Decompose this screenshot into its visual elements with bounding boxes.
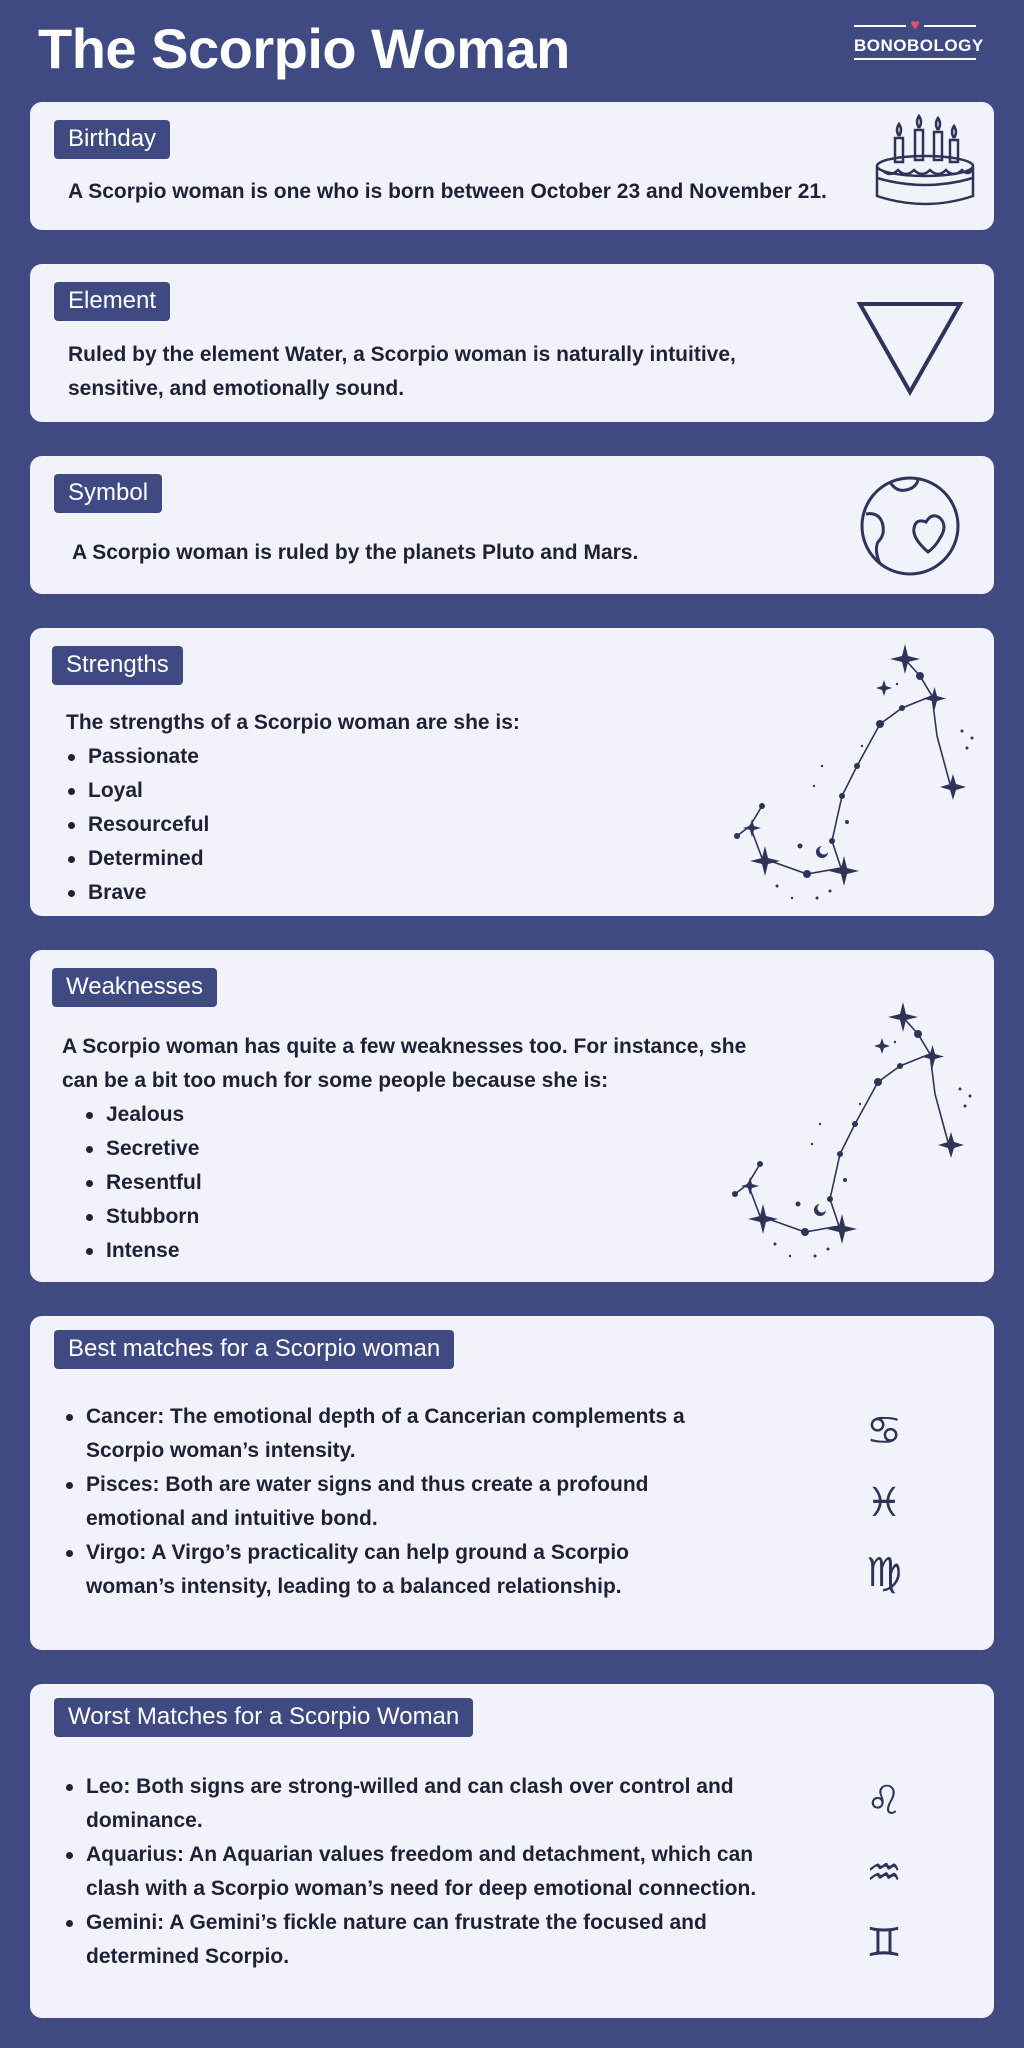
list-item: Intense xyxy=(80,1234,202,1268)
birthday-cake-icon xyxy=(870,114,980,214)
birthday-text: A Scorpio woman is one who is born between October 23 and November 21. xyxy=(68,180,827,203)
list-item: Resourceful xyxy=(62,808,209,842)
weaknesses-card xyxy=(30,950,994,1282)
page-title: The Scorpio Woman xyxy=(38,17,570,80)
weaknesses-list xyxy=(80,1098,202,1268)
list-item: Brave xyxy=(62,876,209,910)
list-item: Gemini: A Gemini’s fickle nature can frustrate the focused and determined Scorpio. xyxy=(60,1906,756,1974)
brand-name: BONOBOLOGY xyxy=(854,36,984,55)
scorpio-constellation-icon xyxy=(722,636,992,912)
list-item: Loyal xyxy=(62,774,209,808)
element-label: Element xyxy=(54,282,170,321)
symbol-card xyxy=(30,456,994,594)
birthday-label: Birthday xyxy=(54,120,170,159)
brand-logo xyxy=(854,17,984,60)
scorpio-constellation-icon xyxy=(720,994,990,1270)
list-item: Stubborn xyxy=(80,1200,202,1234)
list-item: Secretive xyxy=(80,1132,202,1166)
best-matches-label: Best matches for a Scorpio woman xyxy=(54,1330,454,1369)
virgo-icon: ♍ xyxy=(866,1550,902,1596)
list-item: Passionate xyxy=(62,740,209,774)
list-item: Aquarius: An Aquarian values freedom and detachment, which can clash with a Scorpio woman’s need for deep emotional connection. xyxy=(60,1838,756,1906)
strengths-list xyxy=(62,740,209,910)
symbol-label: Symbol xyxy=(54,474,162,513)
symbol-text: A Scorpio woman is ruled by the planets Pluto and Mars. xyxy=(72,541,639,564)
best-matches-card xyxy=(30,1316,994,1650)
weaknesses-intro: A Scorpio woman has quite a few weaknesses too. For instance, she can be a bit too much for some people because she is: xyxy=(62,1035,747,1092)
strengths-intro: The strengths of a Scorpio woman are she is: xyxy=(66,711,520,734)
best-matches-list xyxy=(60,1400,685,1604)
heart-icon: ♥ xyxy=(910,17,920,34)
aquarius-icon: ♒ xyxy=(866,1850,902,1896)
list-item: Virgo: A Virgo’s practicality can help ground a Scorpio woman’s intensity, leading to a balanced relationship. xyxy=(60,1536,685,1604)
weaknesses-label: Weaknesses xyxy=(52,968,217,1007)
list-item: Jealous xyxy=(80,1098,202,1132)
list-item: Determined xyxy=(62,842,209,876)
list-item: Pisces: Both are water signs and thus create a profound emotional and intuitive bond. xyxy=(60,1468,685,1536)
worst-matches-card xyxy=(30,1684,994,2018)
gemini-icon: ♊ xyxy=(866,1920,902,1966)
water-triangle-icon xyxy=(856,300,964,396)
worst-matches-list xyxy=(60,1770,756,1974)
element-text: Ruled by the element Water, a Scorpio woman is naturally intuitive, sensitive, and emotionally sound. xyxy=(68,343,736,400)
birthday-card xyxy=(30,102,994,230)
list-item: Resentful xyxy=(80,1166,202,1200)
list-item: Cancer: The emotional depth of a Cancerian complements a Scorpio woman’s intensity. xyxy=(60,1400,685,1468)
list-item: Leo: Both signs are strong-willed and can clash over control and dominance. xyxy=(60,1770,756,1838)
planet-heart-icon xyxy=(856,472,964,580)
leo-icon: ♌ xyxy=(866,1778,902,1824)
element-card xyxy=(30,264,994,422)
strengths-card xyxy=(30,628,994,916)
worst-matches-label: Worst Matches for a Scorpio Woman xyxy=(54,1698,473,1737)
cancer-icon: ♋ xyxy=(866,1408,902,1454)
strengths-label: Strengths xyxy=(52,646,183,685)
pisces-icon: ♓ xyxy=(866,1480,902,1526)
